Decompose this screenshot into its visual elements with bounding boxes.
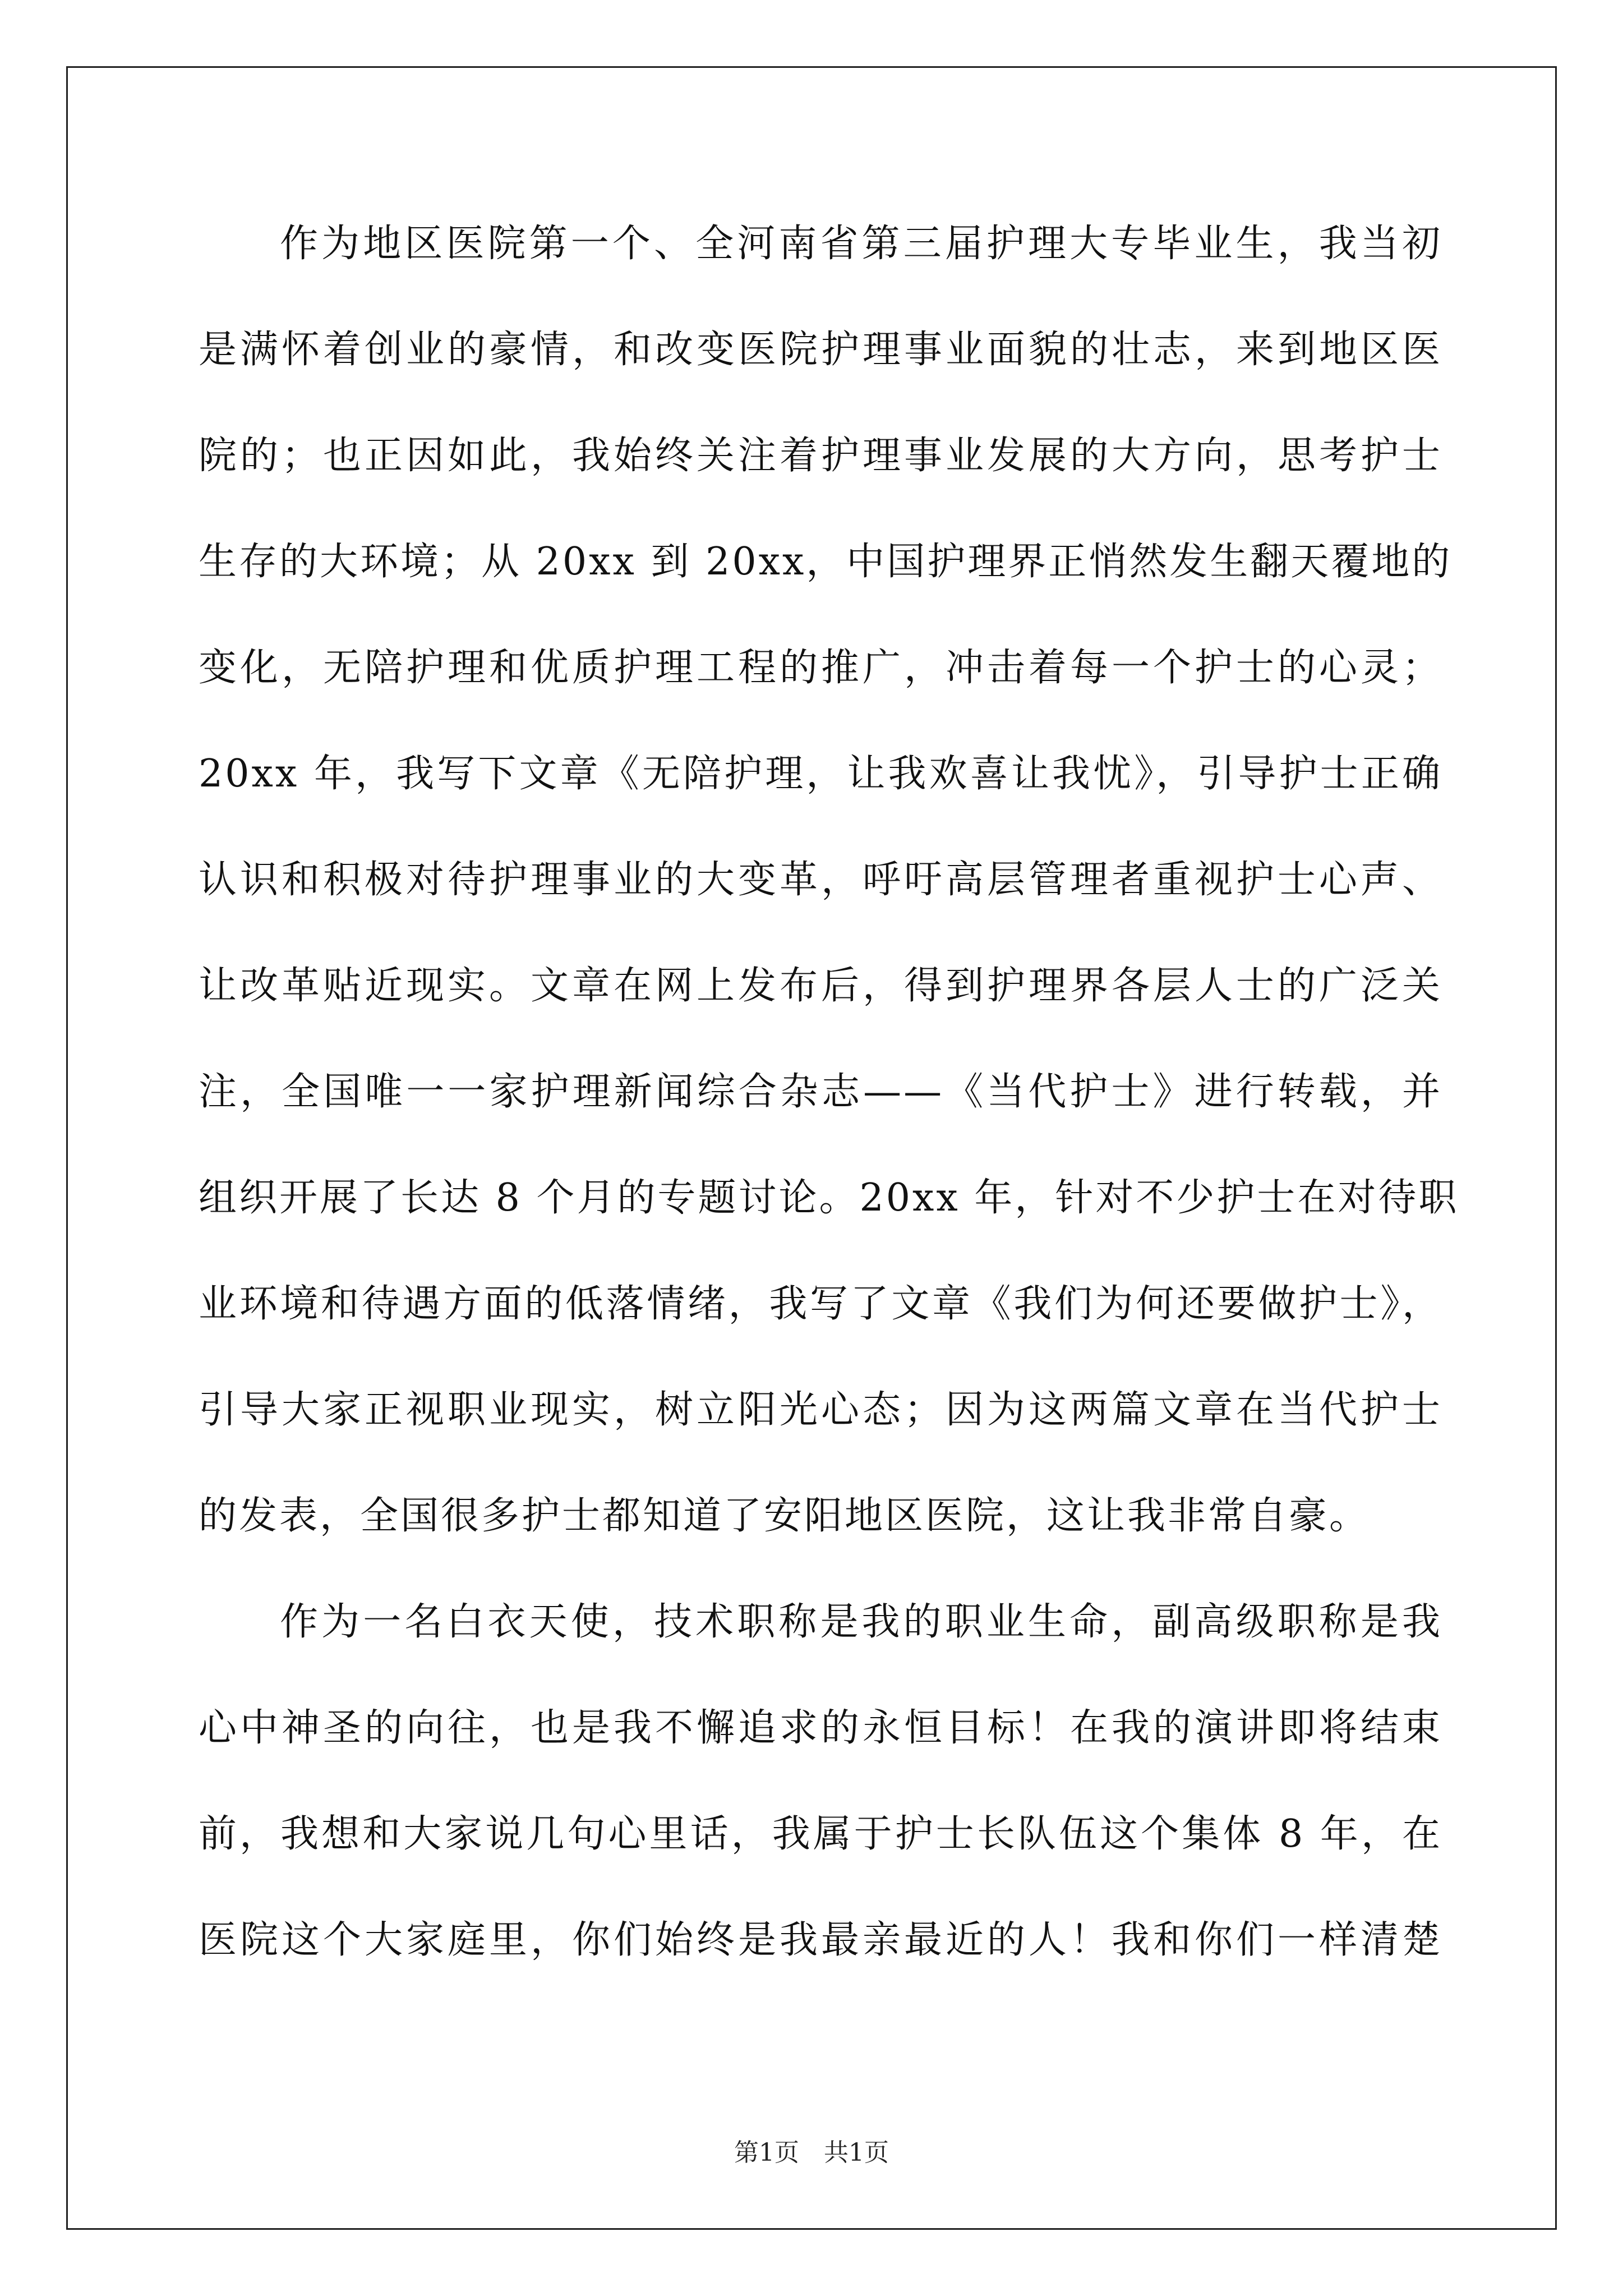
text-line: 让改革贴近现实。文章在网上发布后，得到护理界各层人士的广泛关 xyxy=(199,964,1442,1008)
text-line: 的发表，全国很多护士都知道了安阳地区医院，这让我非常自豪。 xyxy=(199,1494,1370,1538)
paragraph-2 xyxy=(199,1591,1442,2016)
text-line: 引导大家正视职业现实，树立阳光心态；因为这两篇文章在当代护士 xyxy=(199,1388,1442,1432)
text-line: 医院这个大家庭里，你们始终是我最亲最近的人！我和你们一样清楚 xyxy=(199,1918,1442,1962)
text-line: 业环境和待遇方面的低落情绪，我写了文章《我们为何还要做护士》， xyxy=(199,1282,1442,1326)
paragraph-1 xyxy=(199,213,1459,1591)
text-line: 心中神圣的向往，也是我不懈追求的永恒目标！在我的演讲即将结束 xyxy=(199,1706,1442,1750)
text-line: 前，我想和大家说几句心里话，我属于护士长队伍这个集体 8 年，在 xyxy=(199,1812,1442,1856)
text-line: 组织开展了长达 8 个月的专题讨论。20xx 年，针对不少护士在对待职 xyxy=(199,1176,1459,1220)
text-line: 20xx 年，我写下文章《无陪护理，让我欢喜让我忧》，引导护士正确 xyxy=(199,752,1442,796)
text-line: 认识和积极对待护理事业的大变革，呼吁高层管理者重视护士心声、 xyxy=(199,858,1442,902)
text-line: 院的；也正因如此，我始终关注着护理事业发展的大方向，思考护士 xyxy=(199,434,1442,478)
document-body xyxy=(199,213,1459,2016)
text-line: 作为一名白衣天使，技术职称是我的职业生命，副高级职称是我 xyxy=(280,1600,1442,1644)
text-line: 注，全国唯一一家护理新闻综合杂志——《当代护士》进行转载，并 xyxy=(199,1070,1442,1114)
text-line: 生存的大环境；从 20xx 到 20xx，中国护理界正悄然发生翻天覆地的 xyxy=(199,540,1453,584)
page-number: 第1页 共1页 xyxy=(734,2138,889,2167)
text-line: 变化，无陪护理和优质护理工程的推广，冲击着每一个护士的心灵； xyxy=(199,646,1442,690)
text-line: 作为地区医院第一个、全河南省第三届护理大专毕业生，我当初 xyxy=(280,222,1442,266)
text-line: 是满怀着创业的豪情，和改变医院护理事业面貌的壮志，来到地区医 xyxy=(199,328,1442,372)
